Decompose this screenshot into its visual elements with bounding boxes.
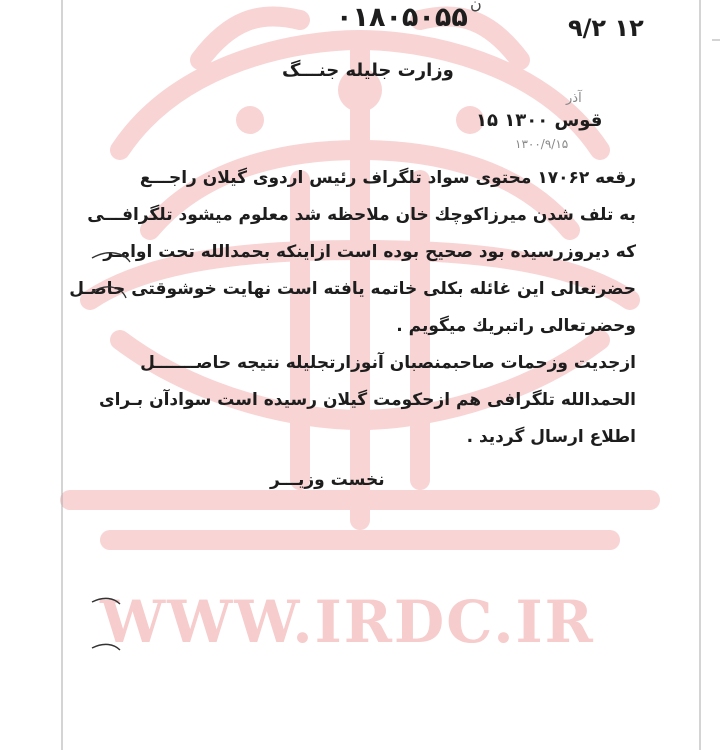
addressee-heading: وزارت جلیله جنـــگ [282, 60, 454, 81]
margin-note-month: آذر [566, 91, 582, 106]
date-line: ۱۵ قوس ۱۳۰۰ [476, 110, 603, 131]
corner-fragment: ن [470, 0, 482, 13]
body-line: ازجدیت وزحمات صاحبمنصبان آنوزارتجلیله نتیجه حاصـــــــل [140, 353, 636, 373]
folio-fraction: ۹/۲ ۱۲ [568, 14, 644, 42]
body-line: که دیروزرسیده بود صحیح بوده است ازاینکه بحمدالله تحت اوامـر [103, 242, 636, 262]
body-line: به تلف شدن میرزاکوچك خان ملاحظه شد معلوم میشود تلگرافـــی [87, 205, 636, 225]
body-line: حضرتعالی این غائله بکلی خاتمه یافته است نهایت خوشوقتی حاصـل [69, 279, 636, 299]
signature-title: نخست وزیـــر [270, 470, 385, 490]
body-line: وحضرتعالی راتبریك میگویم . [396, 316, 636, 336]
document-number: ۰۱۸۰۵۰۵۵ [336, 2, 468, 33]
body-line: اطلاع ارسال گردید . [466, 427, 636, 447]
body-line: رقعه ۱۷۰۶۲ محتوی سواد تلگراف رئیس اردوی گیلان راجـــع [139, 168, 636, 188]
body-line: الحمدالله تلگرافی هم ازحکومت گیلان رسیده است سوادآن بـرای [98, 390, 636, 410]
margin-note-date: ۱۳۰۰/۹/۱۵ [515, 137, 569, 151]
watermark-url: WWW.IRDC.IR [100, 588, 595, 656]
